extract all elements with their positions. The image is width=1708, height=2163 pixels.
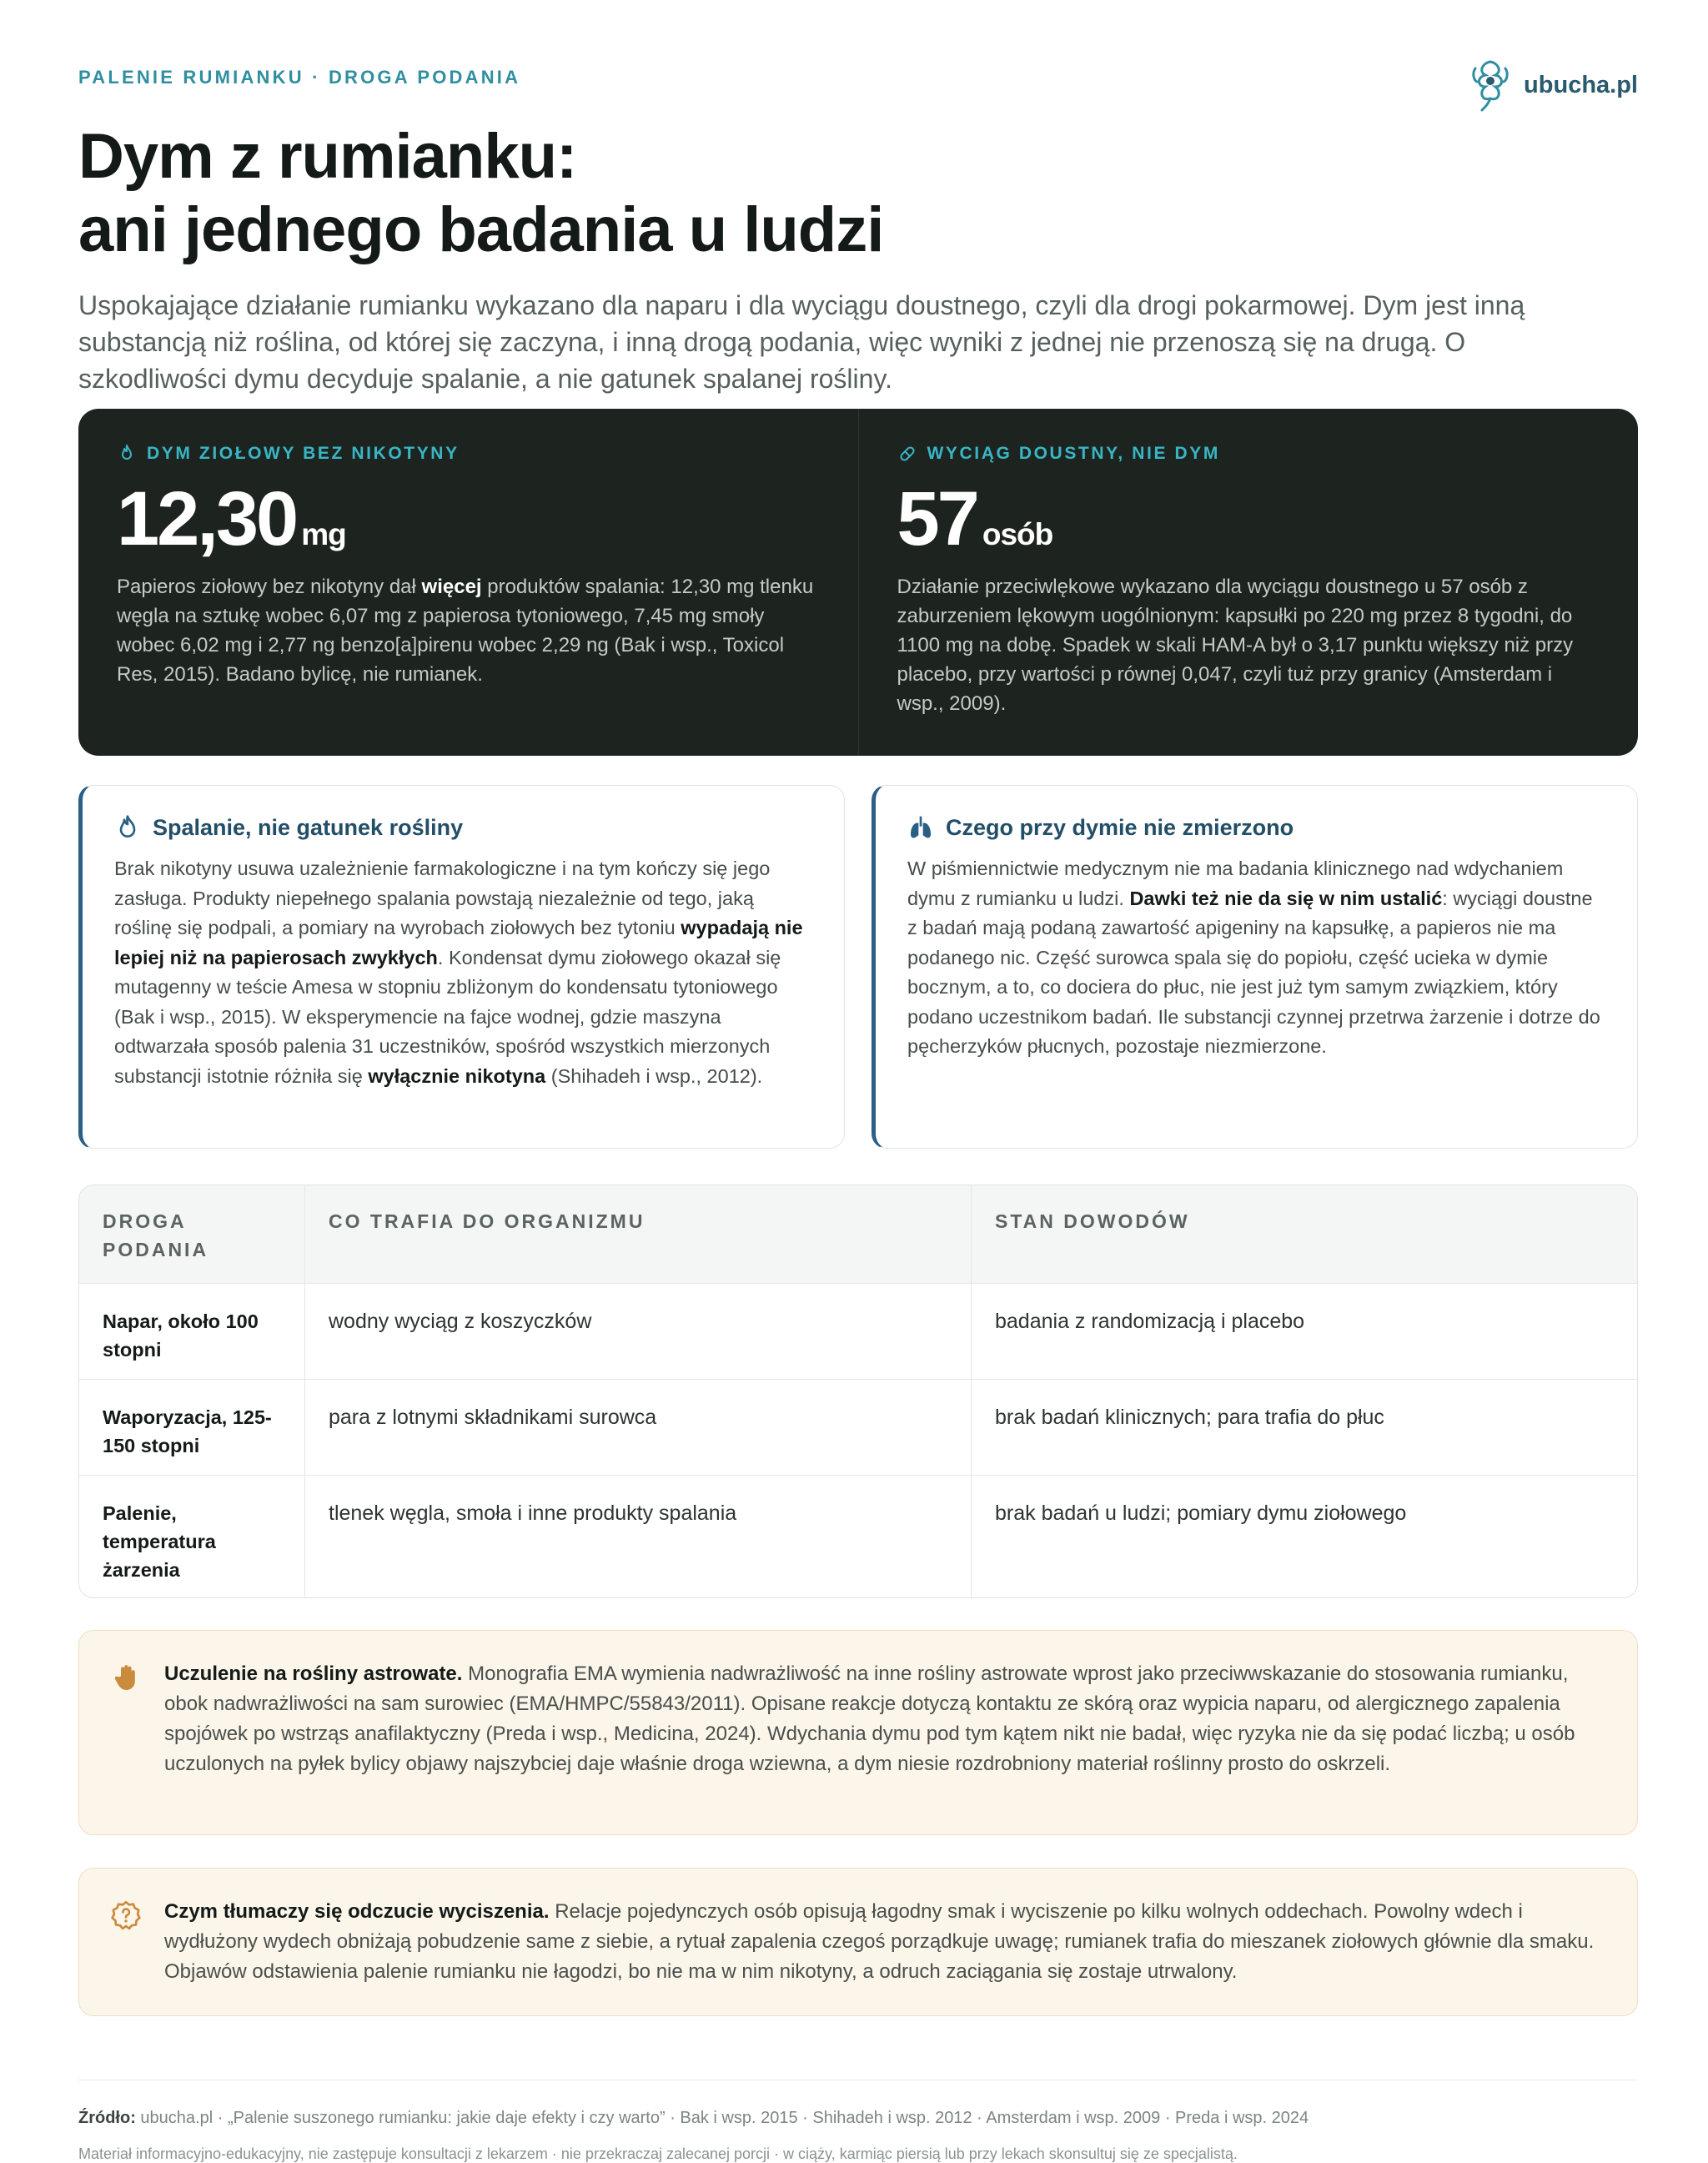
table-cell: brak badań u ludzi; pomiary dymu ziołowego [995, 1502, 1407, 1525]
card-text: Brak nikotyny usuwa uzależnienie farmakologiczne i na tym kończy się jego zasługa. Produkty niepełnego spalania powstają niezależnie od tego, jaką roślinę się podpali, a pomiary na wyrobach ziołowych bez tytoniu [114, 858, 771, 938]
note-title: Uczulenie na rośliny astrowate. [164, 1662, 463, 1685]
table-header-cell: DROGA PODANIA [79, 1185, 305, 1283]
title-line-1: Dym z rumianku: [78, 121, 577, 192]
table-cell: wodny wyciąg z koszyczków [305, 1284, 972, 1379]
stat-unit: mg [301, 517, 346, 551]
routes-table [78, 1185, 1638, 1598]
table-cell-route: Palenie, temperatura żarzenia [79, 1476, 305, 1597]
card-text-bold: wyłącznie nikotyna [368, 1064, 546, 1087]
source-label: Źródło: [78, 2109, 136, 2127]
lede: Uspokajające działanie rumianku wykazano dla naparu i dla wyciągu doustnego, czyli dla drogi pokarmowej. Dym jest inną substancją niż roślina, od której się zaczyna, i inną drogą podania, więc wyniki z jednej nie przenoszą się na drugą. O szkodliwości dymu decyduje spalanie, a nie gatunek spalanej rośliny. [78, 290, 1525, 394]
card-text: W piśmiennictwie medycznym nie ma badania klinicznego nad wdychaniem dymu z rumianku u ludzi. [907, 858, 1564, 909]
card-title: Czego przy dymie nie zmierzono [946, 814, 1294, 840]
source-text: ubucha.pl · „Palenie suszonego rumianku: jakie daje efekty i czy warto” · Bak i wsp. 2015 · Shihadeh i wsp. 2012 · Amsterdam i wsp. 2009 · Preda i wsp. 2024 [135, 2109, 1309, 2127]
card-text: : wyciągi doustne z badań mają podaną zawartość apigeniny na kapsułkę, a papieros nie ma podanego nic. Część surowca spala się do popiołu, część ucieka w dymie bocznym, a to, co dociera do płuc, nie jest już tym samym związkiem, który podano uczestnikom badań. Ile substancji czynnej przetrwa żarzenie i dotrze do pęcherzyków płucnych, pozostaje niezmierzone. [907, 887, 1600, 1057]
card-header [907, 814, 1605, 841]
stat-desc-bold: więcej [421, 576, 482, 598]
stat-description: Działanie przeciwlękowe wykazano dla wyciągu doustnego u 57 osób z zaburzeniem lękowym uogólnionym: kapsułki po 220 mg przez 8 tygodni, do 1100 mg na dobę. Spadek w skali HAM-A był o 3,17 punktu większy niż przy placebo, przy wartości p równej 0,047, czyli tuż przy granicy (Amsterdam i wsp., 2009). [897, 576, 1574, 715]
stat-description [117, 572, 820, 689]
question-badge-icon [111, 1900, 141, 1930]
pill-icon [897, 444, 917, 464]
stat-value [897, 477, 1600, 561]
table-row [79, 1283, 1637, 1379]
table-cell: brak badań klinicznych; para trafia do płuc [995, 1406, 1384, 1429]
stat-label [117, 444, 820, 464]
brand-name: ubucha.pl [1524, 71, 1638, 98]
chamomile-logo-icon [1467, 57, 1514, 113]
stat-unit: osób [982, 517, 1053, 551]
footer-disclaimer: Materiał informacyjno-edukacyjny, nie zastępuje konsultacji z lekarzem · nie przekraczaj zalecanej porcji · w ciąży, karmiąc piersią lub przy lekach skonsultuj się ze specjalistą. [78, 2145, 1238, 2162]
stat-oral-extract [858, 409, 1639, 756]
stat-number: 57 [897, 476, 977, 561]
stat-herbal-smoke [78, 409, 858, 756]
table-cell: badania z randomizacją i placebo [995, 1310, 1305, 1333]
table-cell: tlenek węgla, smoła i inne produkty spalania [305, 1476, 972, 1597]
brand-logo[interactable] [1467, 57, 1638, 113]
card-body [907, 854, 1605, 1062]
table-cell: para z lotnymi składnikami surowca [305, 1380, 972, 1475]
table-header-cell: STAN DOWODÓW [995, 1210, 1190, 1232]
card-text: . Kondensat dymu ziołowego okazał się mutagenny w teście Amesa w stopniu zbliżonym do kondensatu tytoniowego (Bak i wsp., 2015). W eksperymencie na fajce wodnej, gdzie maszyna odtwarzała sposób palenia 31 uczestników, spośród wszystkich mierzonych substancji istotnie różniła się [114, 946, 781, 1087]
flame-icon [114, 814, 141, 841]
stat-desc-text: Papieros ziołowy bez nikotyny dał [117, 576, 422, 598]
stat-label [897, 444, 1600, 464]
card-text-bold: wypadają nie lepiej niż na papierosach zwykłych [114, 917, 803, 968]
table-row [79, 1379, 1637, 1475]
note-text: Monografia EMA wymienia nadwrażliwość na inne rośliny astrowate wprost jako przeciwwskazanie do stosowania rumianku, obok nadwrażliwości na sam surowiec (EMA/HMPC/55843/2011). Opisane reakcje dotyczą kontaktu ze skórą oraz wypicia naparu, od alergicznego zapalenia spojówek po wstrząs anafilaktyczny (Preda i wsp., Medicina, 2024). Wdychania dymu pod tym kątem nikt nie badał, więc ryzyka nie da się podać liczbą; u osób uczulonych na pyłek bylicy objawy najszybciej daje właśnie droga wziewna, a dym niesie rozdrobniony materiał roślinny prosto do oskrzeli. [164, 1662, 1575, 1775]
table-header-cell: CO TRAFIA DO ORGANIZMU [305, 1185, 972, 1283]
stat-desc-text: produktów spalania: 12,30 mg tlenku węgla na sztukę wobec 6,07 mg z papierosa tytoniowego, 7,45 mg smoły wobec 6,02 mg i 2,77 ng benzo[a]pirenu wobec 2,29 ng (Bak i wsp., Toxicol Res, 2015). Badano bylicę, nie rumianek. [117, 576, 814, 686]
note-allergy [78, 1630, 1638, 1835]
footer-source [78, 2109, 1309, 2128]
table-header-row [79, 1185, 1637, 1283]
card-text: (Shihadeh i wsp., 2012). [545, 1064, 763, 1087]
eyebrow: PALENIE RUMIANKU · DROGA PODANIA [78, 67, 521, 88]
page [78, 63, 1638, 2162]
stat-label-text: WYCIĄG DOUSTNY, NIE DYM [927, 444, 1220, 463]
hand-icon [111, 1662, 141, 1693]
card-title: Spalanie, nie gatunek rośliny [153, 814, 464, 840]
stat-value [117, 477, 820, 561]
page-title [78, 120, 1638, 267]
stat-number: 12,30 [117, 476, 297, 561]
table-row [79, 1475, 1637, 1597]
card-text-bold: Dawki też nie da się w nim ustalić [1129, 887, 1443, 909]
callout-cards [78, 785, 1638, 1149]
note-calming-effect [78, 1868, 1638, 2016]
stat-label-text: DYM ZIOŁOWY BEZ NIKOTYNY [147, 444, 460, 463]
note-text: Relacje pojedynczych osób opisują łagodny smak i wyciszenie po kilku wolnych oddechach. Powolny wdech i wydłużony wydech obniżają pobudzenie same z siebie, a rytuał zapalenia czegoś porządkuje uwagę; rumianek trafia do mieszanek ziołowych głównie dla smaku. Objawów odstawienia palenie rumianku nie łagodzi, bo nie ma w nim nikotyny, a odruch zaciągania się zostaje utrwalony. [164, 1900, 1595, 1983]
card-not-measured [872, 785, 1638, 1149]
table-cell-route: Waporyzacja, 125-150 stopni [79, 1380, 305, 1475]
title-line-2: ani jednego badania u ludzi [78, 194, 884, 265]
card-combustion [78, 785, 845, 1149]
note-title: Czym tłumaczy się odczucie wyciszenia. [164, 1900, 550, 1923]
card-body [114, 854, 812, 1091]
flame-icon [117, 444, 137, 464]
table-cell-route: Napar, około 100 stopni [79, 1284, 305, 1379]
card-header [114, 814, 812, 841]
stats-panel [78, 409, 1638, 756]
lungs-icon [907, 814, 934, 841]
